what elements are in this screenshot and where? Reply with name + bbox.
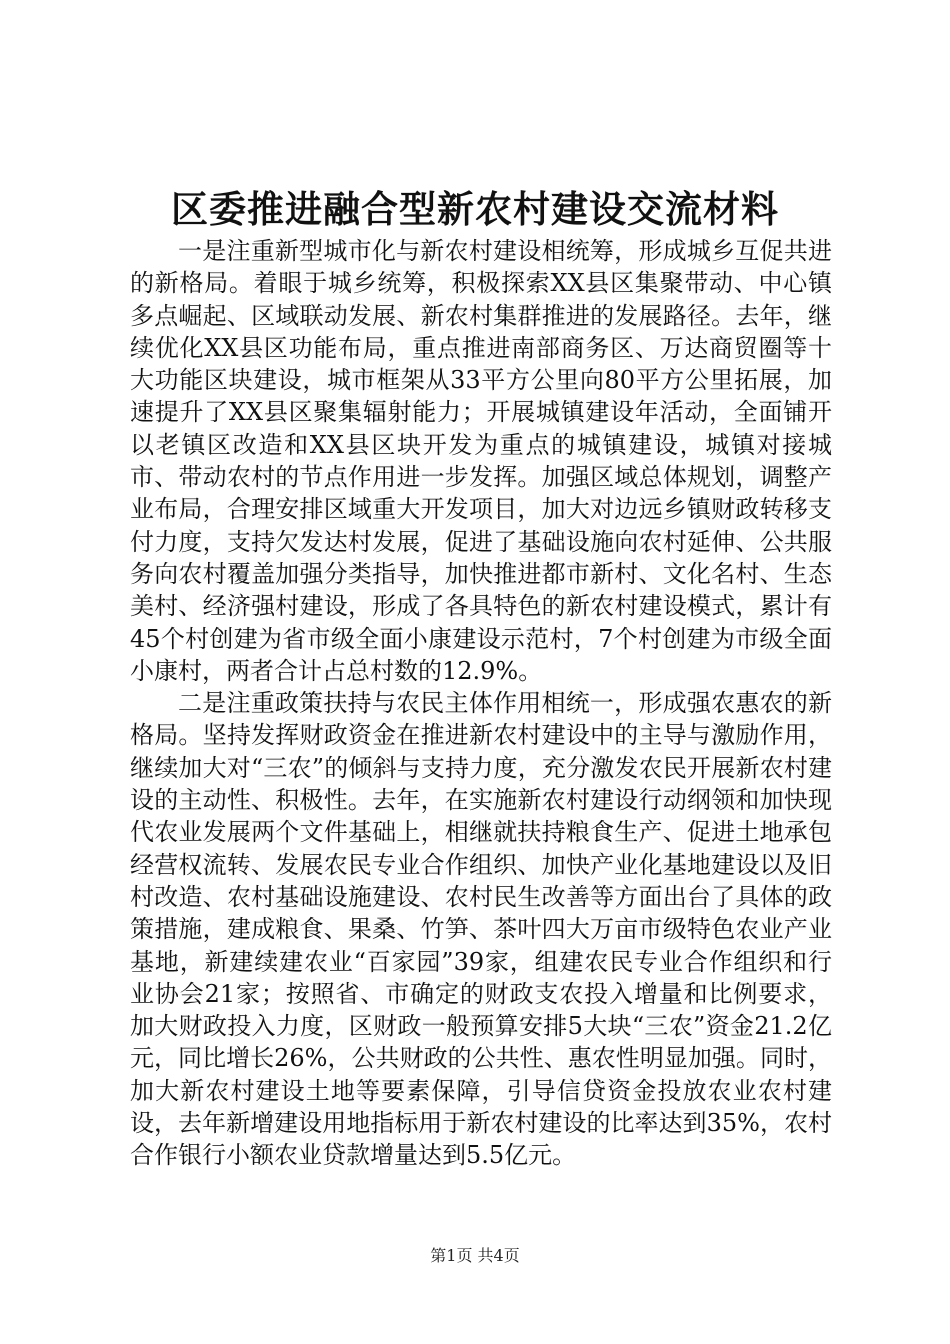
- document-body: [130, 235, 832, 1172]
- page-number-footer: 第1页 共4页: [430, 1246, 520, 1265]
- body-paragraph-2: 二是注重政策扶持与农民主体作用相统一，形成强农惠农的新格局。坚持发挥财政资金在推进新农村建设中的主导与激励作用，继续加大对“三农”的倾斜与支持力度，充分激发农民开展新农村建设的主动性、积极性。去年，在实施新农村建设行动纲领和加快现代农业发展两个文件基础上，相继就扶持粮食生产、促进土地承包经营权流转、发展农民专业合作组织、加快产业化基地建设以及旧村改造、农村基础设施建设、农村民生改善等方面出台了具体的政策措施，建成粮食、果桑、竹笋、茶叶四大万亩市级特色农业产业基地，新建续建农业“百家园”39家，组建农民专业合作组织和行业协会21家；按照省、市确定的财政支农投入增量和比例要求，加大财政投入力度，区财政一般预算安排5大块“三农”资金21.2亿元，同比增长26%，公共财政的公共性、惠农性明显加强。同时，加大新农村建设土地等要素保障，引导信贷资金投放农业农村建设，去年新增建设用地指标用于新农村建设的比率达到35%，农村合作银行小额农业贷款增量达到5.5亿元。: [130, 689, 832, 1170]
- document-title: 区委推进融合型新农村建设交流材料: [171, 187, 779, 231]
- body-paragraph-1: 一是注重新型城市化与新农村建设相统筹，形成城乡互促共进的新格局。着眼于城乡统筹，积极探索XX县区集聚带动、中心镇多点崛起、区域联动发展、新农村集群推进的发展路径。去年，继续优化XX县区功能布局，重点推进南部商务区、万达商贸圈等十大功能区块建设，城市框架从33平方公里向80平方公里拓展，加速提升了XX县区聚集辐射能力；开展城镇建设年活动，全面铺开以老镇区改造和XX县区块开发为重点的城镇建设，城镇对接城市、带动农村的节点作用进一步发挥。加强区域总体规划，调整产业布局，合理安排区域重大开发项目，加大对边远乡镇财政转移支付力度，支持欠发达村发展，促进了基础设施向农村延伸、公共服务向农村覆盖加强分类指导，加快推进都市新村、文化名村、生态美村、经济强村建设，形成了各具特色的新农村建设模式，累计有45个村创建为省市级全面小康建设示范村，7个村创建为市级全面小康村，两者合计占总村数的12.9%。: [130, 237, 832, 685]
